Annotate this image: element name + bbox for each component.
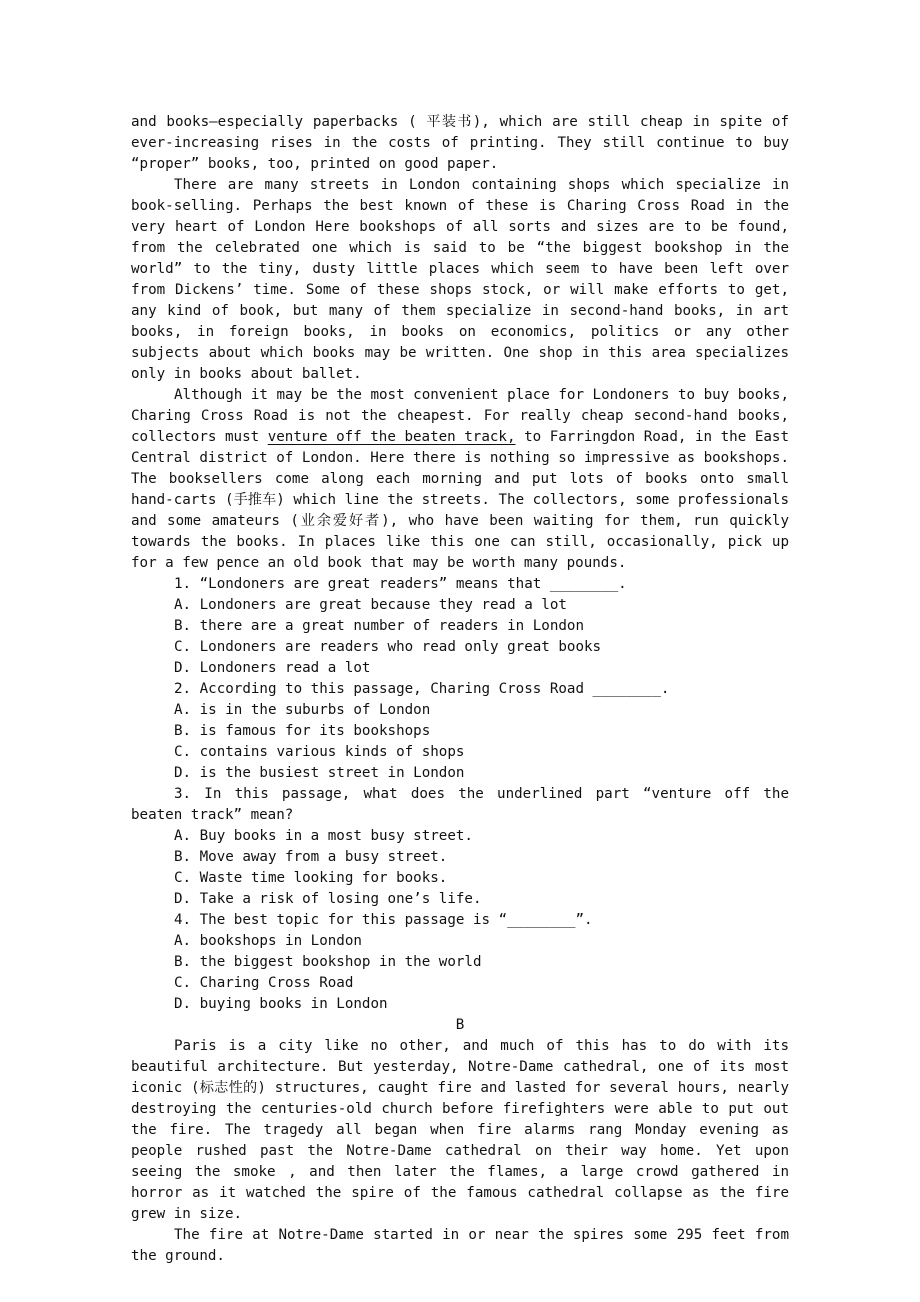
passage-b-paragraph-2: The fire at Notre-Dame started in or near the spires some 295 feet from the ground.: [131, 1227, 789, 1264]
passage-a-paragraph-continued: and books—especially paperbacks ( 平装书), which are still cheap in spite of ever-increasing rises in the costs of printing. They still continue to buy “proper” books, too, printed on good paper.: [131, 114, 789, 172]
option-b: B. the biggest bookshop in the world: [174, 954, 482, 970]
option-c: C. Waste time looking for books.: [174, 870, 448, 886]
option-c: C. Londoners are readers who read only great books: [174, 639, 602, 655]
question-4: [131, 910, 789, 1015]
underlined-phrase: venture off the beaten track,: [267, 429, 516, 445]
option-b: B. is famous for its bookshops: [174, 723, 431, 739]
question-1: [131, 574, 789, 679]
paragraph-text-after: to Farringdon Road, in the East Central district of London. Here there is nothing so impressive as bookshops. The booksellers come along each morning and put lots of books onto small hand-carts (手推车) which line the streets. The collectors, some professionals and some amateurs (业余爱好者), who have been waiting for them, run quickly towards the books. In places like this one can still, occasionally, pick up for a few pence an old book that may be worth many pounds.: [131, 429, 789, 571]
option-d: D. Take a risk of losing one’s life.: [174, 891, 482, 907]
question-stem: 4. The best topic for this passage is “________”.: [174, 912, 593, 928]
option-a: A. Londoners are great because they read a lot: [174, 597, 567, 613]
document-page: [131, 112, 789, 1267]
question-2: [131, 679, 789, 784]
option-b: B. there are a great number of readers in London: [174, 618, 584, 634]
option-a: A. is in the suburbs of London: [174, 702, 431, 718]
option-c: C. Charing Cross Road: [174, 975, 354, 991]
question-3: [131, 784, 789, 910]
passage-a-paragraph-cheap-books: [131, 385, 789, 574]
passage-a-paragraph-streets: There are many streets in London containing shops which specialize in book-selling. Perhaps the best known of these is Charing Cross Road in the very heart of London Here bookshops of all sorts and sizes are to be found, from the celebrated one which is said to be “the biggest bookshop in the world” to the tiny, dusty little places which seem to have been left over from Dickens’ time. Some of these shops stock, or will make efforts to get, any kind of book, but many of them specialize in second-hand books, in art books, in foreign books, in books on economics, politics or any other subjects about which books may be written. One shop in this area specializes only in books about ballet.: [131, 177, 789, 382]
option-d: D. is the busiest street in London: [174, 765, 465, 781]
section-heading-b: B: [455, 1017, 465, 1033]
option-a: A. bookshops in London: [174, 933, 362, 949]
question-stem: 2. According to this passage, Charing Cross Road ________.: [174, 681, 670, 697]
question-stem: 3. In this passage, what does the underlined part “venture off the beaten track” mean?: [131, 786, 789, 823]
option-d: D. buying books in London: [174, 996, 388, 1012]
option-c: C. contains various kinds of shops: [174, 744, 465, 760]
paragraph-text-before: Although it may be the most convenient place for Londoners to buy books, Charing Cross Road is not the cheapest. For really cheap second-hand books, collectors must: [131, 387, 789, 445]
option-b: B. Move away from a busy street.: [174, 849, 448, 865]
passage-b-paragraph-1: Paris is a city like no other, and much of this has to do with its beautiful architecture. But yesterday, Notre-Dame cathedral, one of its most iconic (标志性的) structures, caught fire and lasted for several hours, nearly destroying the centuries-old church before firefighters were able to put out the fire. The tragedy all began when fire alarms rang Monday evening as people rushed past the Notre-Dame cathedral on their way home. Yet upon seeing the smoke , and then later the flames, a large crowd gathered in horror as it watched the spire of the famous cathedral collapse as the fire grew in size.: [131, 1038, 789, 1222]
option-d: D. Londoners read a lot: [174, 660, 371, 676]
option-a: A. Buy books in a most busy street.: [174, 828, 473, 844]
question-stem: 1. “Londoners are great readers” means that ________.: [174, 576, 627, 592]
